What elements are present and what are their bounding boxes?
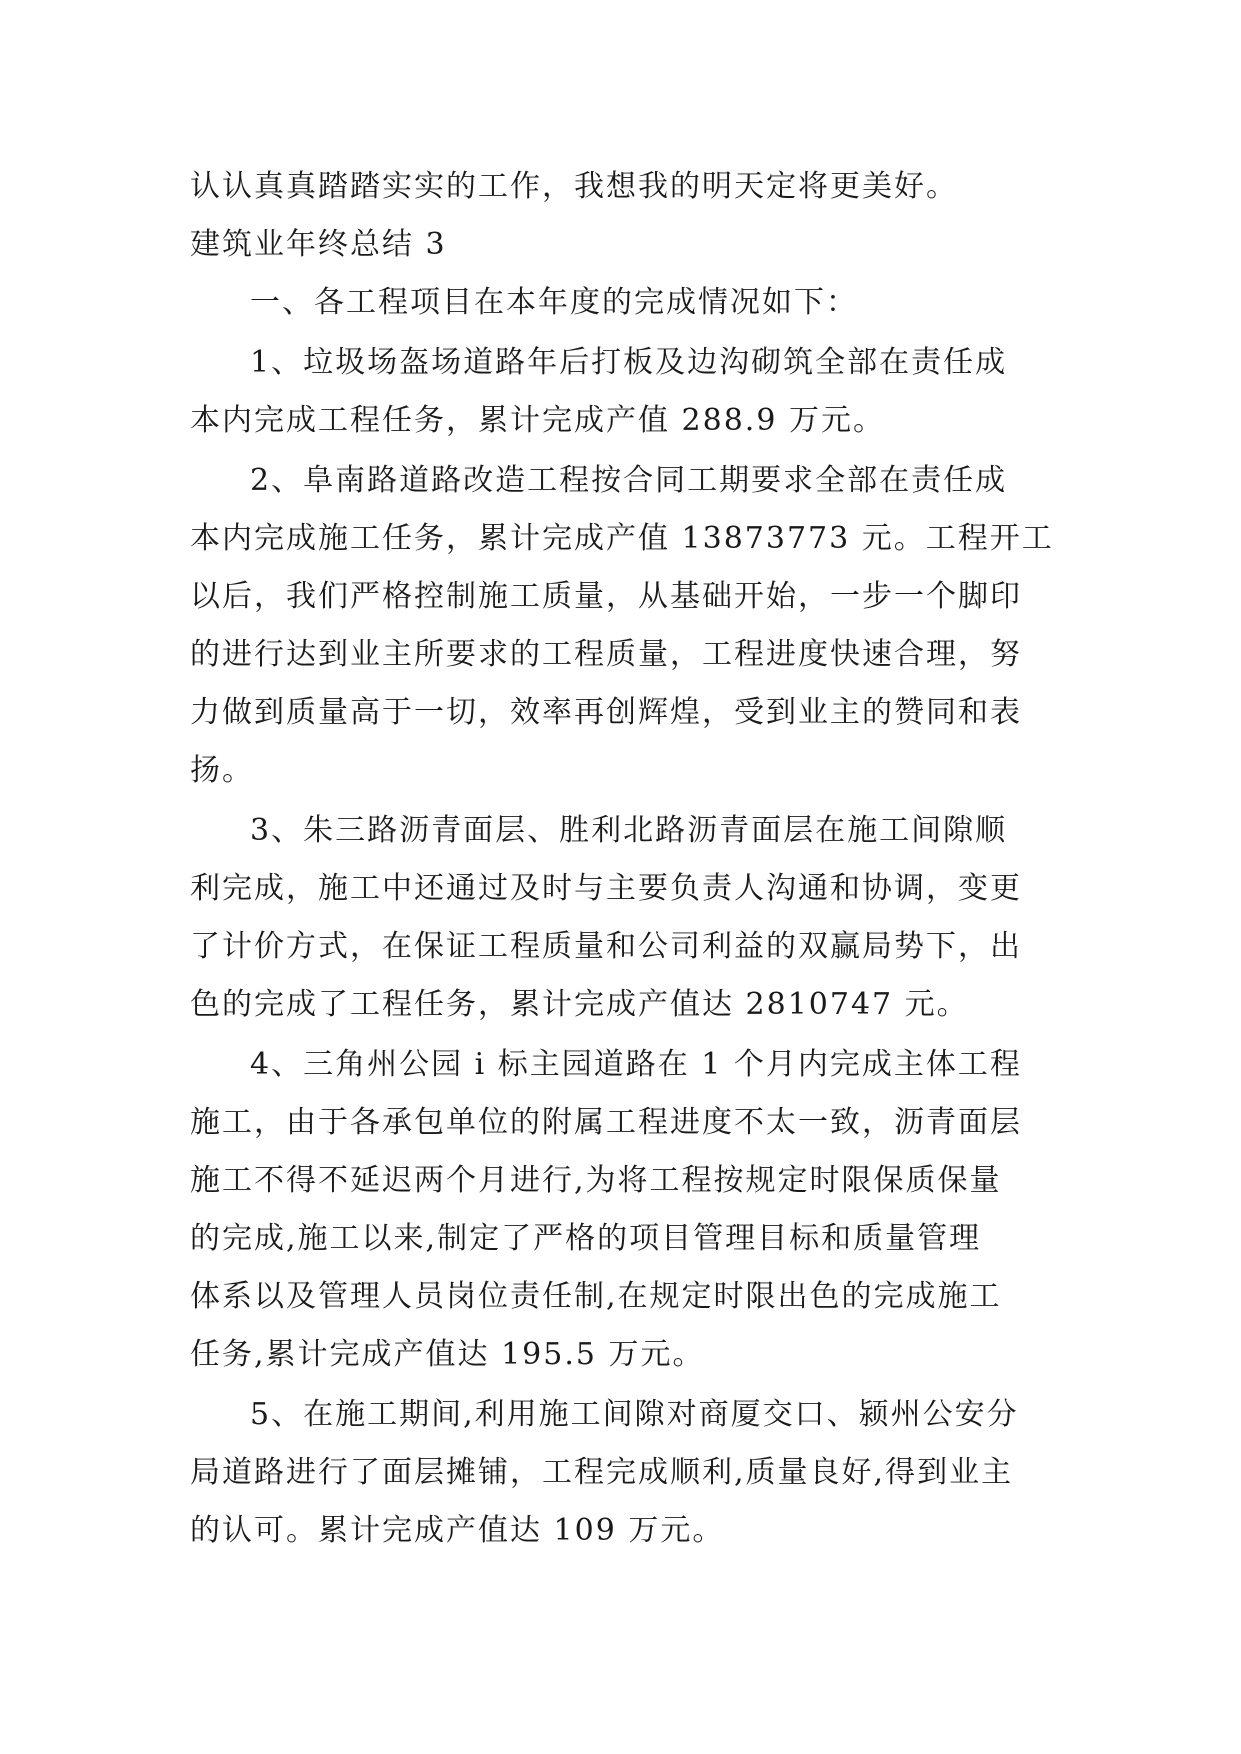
lead-line: 认认真真踏踏实实的工作，我想我的明天定将更美好。 [190,169,958,204]
paragraph-line: 局道路进行了面层摊铺，工程完成顺利,质量良好,得到业主 [190,1455,1014,1490]
paragraph-line: 5、在施工期间,利用施工间隙对商厦交口、颍州公安分 [250,1397,1019,1432]
paragraph-line: 本内完成施工任务，累计完成产值 13873773 元。工程开工 [190,521,1054,556]
paragraph-item-2 [190,452,1060,800]
paragraph-line: 扬。 [190,753,254,788]
paragraph-line: 力做到质量高于一切，效率再创辉煌，受到业主的赞同和表 [190,695,1022,730]
paragraph-line: 本内完成工程任务，累计完成产值 288.9 万元。 [190,403,885,438]
paragraph-line: 施工不得不延迟两个月进行,为将工程按规定时限保质保量 [190,1163,1002,1198]
document-body [190,158,1060,1560]
paragraph-line: 2、阜南路道路改造工程按合同工期要求全部在责任成 [250,463,1008,498]
paragraph-line: 了计价方式，在保证工程质量和公司利益的双赢局势下，出 [190,929,1022,964]
paragraph-line: 以后，我们严格控制施工质量，从基础开始，一步一个脚印 [190,579,1022,614]
paragraph-line: 利完成，施工中还通过及时与主要负责人沟通和协调，变更 [190,871,1022,906]
paragraph-line: 施工，由于各承包单位的附属工程进度不太一致，沥青面层 [190,1105,1022,1140]
paragraph-line: 的进行达到业主所要求的工程质量，工程进度快速合理，努 [190,637,1022,672]
paragraph-line: 一、各工程项目在本年度的完成情况如下： [250,285,858,320]
paragraph-line: 任务,累计完成产值达 195.5 万元。 [190,1337,705,1372]
paragraph-line: 色的完成了工程任务，累计完成产值达 2810747 元。 [190,987,969,1022]
paragraph-item-5 [190,1386,1060,1560]
paragraph-line: 的完成,施工以来,制定了严格的项目管理目标和质量管理 [190,1221,982,1256]
paragraph-line: 体系以及管理人员岗位责任制,在规定时限出色的完成施工 [190,1279,1002,1314]
paragraph-line: 1、垃圾场盔场道路年后打板及边沟砌筑全部在责任成 [250,345,1008,380]
paragraph-line: 3、朱三路沥青面层、胜利北路沥青面层在施工间隙顺 [250,813,1008,848]
paragraph-item-3 [190,802,1060,1034]
paragraph-line: 的认可。累计完成产值达 109 万元。 [190,1513,725,1548]
section-title: 建筑业年终总结 3 [190,227,447,262]
paragraph-item-1 [190,334,1060,450]
paragraph-item-4 [190,1036,1060,1384]
paragraph-line: 4、三角州公园 i 标主园道路在 1 个月内完成主体工程 [250,1047,1022,1082]
paragraph-overview [190,274,1060,332]
